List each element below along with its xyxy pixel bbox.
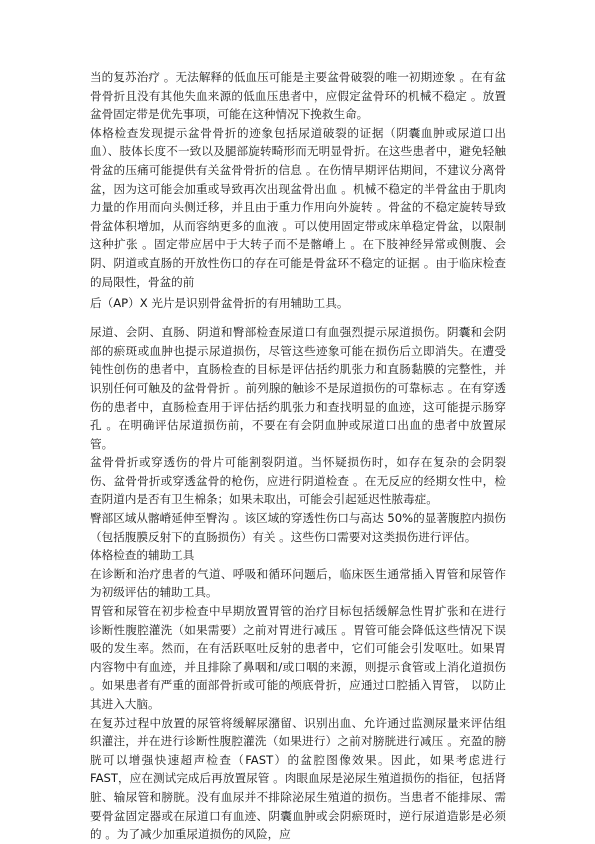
paragraph-pelvic-exam: 体格检查发现提示盆骨骨折的迹象包括尿道破裂的证据（阴囊血肿或尿道口出血）、肢体长度不一致以及腿部旋转畸形而无明显骨折。在这些患者中，避免轻触骨盆的压痛可能提供有关盆骨骨折的信息 。在伤情早期评估期间，不建议分离骨盆，因为这可能会加重或导致再次出现盆骨出血 。机械不稳定的半骨盆由于肌肉力量的作用而向头侧迁移，并且由于重力作用向外旋转 。骨盆的不稳定旋转导致骨盆体积增加，从而容纳更多的血液 。可以使用固定带或床单稳定骨盆，以限制这种扩张 。固定带应居中于大转子而不是髂嵴上 。在下肢神经异常或侧腹、会阴、阴道或直肠的开放性伤口的存在可能是骨盆环不稳定的证据 。由于临床检查的局限性，骨盆的前 — [90, 125, 506, 289]
document-page — [90, 68, 506, 844]
paragraph-ap-xray: 后（AP）X 光片是识别骨盆骨折的有用辅助工具。 — [90, 296, 349, 311]
section-heading: 体格检查的辅助工具 — [90, 548, 195, 563]
paragraph-gastric-tube: 胃管和尿管在初步检查中早期放置胃管的治疗目标包括缓解急性胃扩张和在进行诊断性腹腔灌洗（如果需要）之前对胃进行减压 。胃管可能会降低这些情况下误吸的发生率。然而，在有活跃呕吐反射的患者中，它们可能会引发呕吐。如果胃内容物中有血迹，并且排除了鼻咽和/或口咽的来源，则提示食管或上消化道损伤 。如果患者有严重的面部骨折或可能的颅底骨折，应通过口腔插入胃管， 以防止其进入大脑。 — [90, 604, 506, 711]
paragraph-gluteal: 臀部区域从髂嵴延伸至臀沟 。该区域的穿透性伤口与高达 50%的显著腹腔内损伤（包括腹膜反射下的直肠损伤）有关 。这些伤口需要对这类损伤进行评估。 — [90, 511, 506, 544]
paragraph-vagina: 盆骨骨折或穿透伤的骨片可能割裂阴道。当怀疑损伤时，如存在复杂的会阴裂伤、盆骨骨折或穿透盆骨的枪伤，应进行阴道检查 。在无反应的经期女性中，检查阴道内是否有卫生棉条；如果未取出，可能会引起延迟性脓毒症。 — [90, 455, 506, 507]
paragraph-resuscitation: 当的复苏治疗 。无法解释的低血压可能是主要盆骨破裂的唯一初期迹象 。在有盆骨骨折且没有其他失血来源的低血压患者中，应假定盆骨环的机械不稳定 。放置盆骨固定带是优先事项，可能在这种情况下挽救生命。 — [90, 70, 506, 122]
paragraph-urinary-catheter: 在复苏过程中放置的尿管将缓解尿潴留、识别出血、允许通过监测尿量来评估组织灌注，并在进行诊断性腹腔灌洗（如果进行）之前对膀胱进行减压 。充盈的膀胱可以增强快速超声检查（FAST）的盆腔图像效果。因此，如果考虑进行 FAST，应在测试完成后再放置尿管 。肉眼血尿是泌尿生殖道损伤的指征，包括肾脏、输尿管和膀胱。没有血尿并不排除泌尿生殖道的损伤。当患者不能排尿、需要骨盆固定器或在尿道口有血迹、阴囊血肿或会阴瘀斑时，逆行尿道造影是必须的 。为了减少加重尿道损伤的风险，应 — [90, 715, 506, 842]
paragraph-adjuncts: 在诊断和治疗患者的气道、呼吸和循环问题后，临床医生通常插入胃管和尿管作为初级评估的辅助工具。 — [90, 566, 506, 600]
paragraph-urethra-rectum: 尿道、会阴、直肠、阴道和臀部检查尿道口有血强烈提示尿道损伤。阴囊和会阴部的瘀斑或血肿也提示尿道损伤，尽管这些迹象可能在损伤后立即消失。在遭受钝性创伤的患者中，直肠检查的目标是评估括约肌张力和直肠黏膜的完整性，并识别任何可触及的盆骨骨折 。前列腺的触诊不是尿道损伤的可靠标志 。在有穿透伤的患者中，直肠检查用于评估括约肌张力和查找明显的血迹，这可能提示肠穿孔 。在明确评估尿道损伤前，不要在有会阴血肿或尿道口出血的患者中放置尿管。 — [90, 325, 506, 451]
